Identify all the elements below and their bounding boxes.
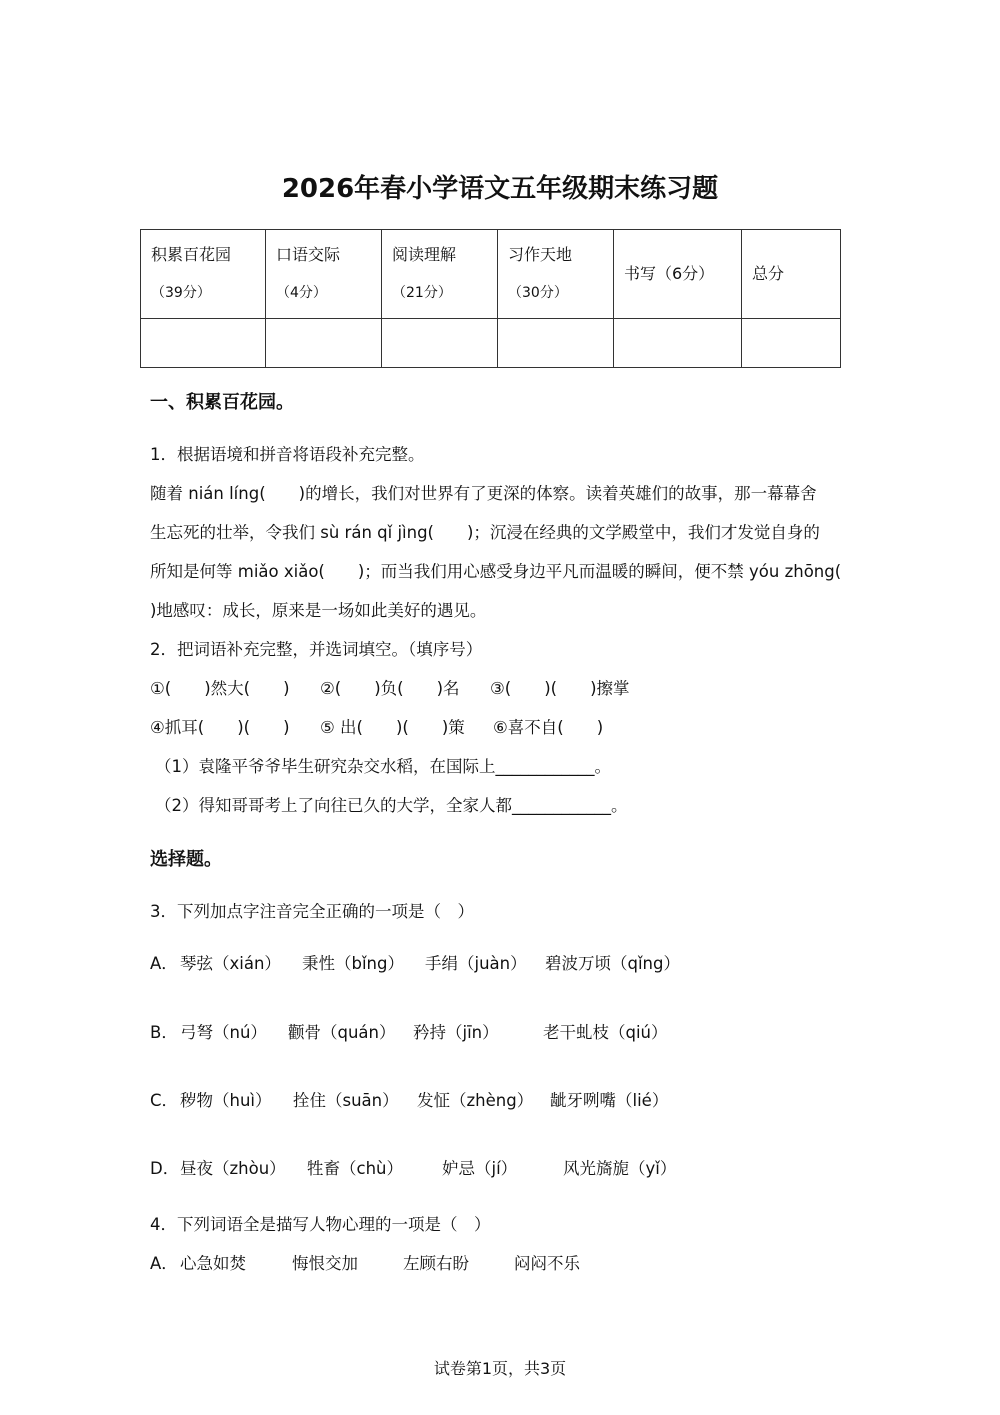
q1-line: 所知是何等 miǎo xiǎo( )；而当我们用心感受身边平凡而温暖的瞬间，便不禁 yóu zhōng(	[150, 562, 842, 581]
score-header-name: 口语交际	[276, 245, 341, 264]
q4-option-item: 左顾右盼	[403, 1254, 469, 1273]
score-header-cell	[266, 230, 382, 319]
q3-option-item: 秉性（bǐng）	[302, 954, 404, 973]
page-footer: 试卷第1页，共3页	[433, 1359, 567, 1378]
q3-prompt: 3．下列加点字注音完全正确的一项是（ ）	[150, 902, 474, 921]
score-header-points: （21分）	[392, 285, 452, 301]
q1-line: )地感叹：成长，原来是一场如此美好的遇见。	[150, 601, 487, 620]
q3-option-item: 碧波万顷（qǐng）	[545, 954, 680, 973]
q1-line: 生忘死的壮举，令我们 sù rán qǐ jìng( )；沉浸在经典的文学殿堂中，我们才发觉自身的	[150, 523, 820, 542]
score-input-cell[interactable]	[742, 319, 841, 368]
q3-option-item: 弓弩（nú）	[180, 1023, 267, 1042]
score-input-cell[interactable]	[498, 319, 614, 368]
q3-option-label[interactable]: D．	[150, 1159, 180, 1178]
q3-option-item: 琴弦（xián）	[180, 954, 281, 973]
q4-option-label[interactable]: A．	[150, 1254, 178, 1273]
q4-option-item: 闷闷不乐	[514, 1254, 580, 1273]
score-header-cell	[742, 230, 841, 319]
q1-prompt: 1．根据语境和拼音将语段补充完整。	[150, 445, 425, 464]
q3-option-item: 牲畜（chù）	[307, 1159, 403, 1178]
q3-option-label[interactable]: B．	[150, 1023, 178, 1042]
q3-option-item: 手绢（juàn）	[425, 954, 527, 973]
score-input-cell[interactable]	[382, 319, 498, 368]
score-table	[140, 229, 841, 368]
q3-option-item: 风光旖旎（yǐ）	[563, 1159, 677, 1178]
page-title: 2026年春小学语文五年级期末练习题	[281, 174, 719, 204]
score-header-name: 习作天地	[508, 245, 573, 264]
score-header-cell	[498, 230, 614, 319]
section1-heading: 一、积累百花园。	[150, 392, 294, 413]
q3-option-item: 昼夜（zhòu）	[180, 1159, 286, 1178]
score-header-cell	[382, 230, 498, 319]
q3-option-item: 妒忌（jí）	[442, 1159, 518, 1178]
score-header-points: （4分）	[276, 285, 327, 301]
score-input-cell[interactable]	[614, 319, 742, 368]
q3-option-item: 矜持（jīn）	[413, 1023, 499, 1042]
q3-option-item: 老干虬枝（qiú）	[543, 1023, 668, 1042]
score-header-name: 阅读理解	[392, 245, 457, 264]
score-header-points: （39分）	[151, 285, 211, 301]
score-header-points: （30分）	[508, 285, 568, 301]
score-header-name: 总分	[752, 264, 785, 283]
q3-option-label[interactable]: A．	[150, 954, 178, 973]
q2-word: ⑤ 出( )( )策	[320, 718, 465, 737]
q3-option-item: 颧骨（quán）	[288, 1023, 396, 1042]
q2-word: ①( )然大( )	[150, 679, 290, 698]
q2-sub-question: （1）袁隆平爷爷毕生研究杂交水稻，在国际上____________。	[155, 757, 611, 776]
q4-option-item: 悔恨交加	[292, 1254, 358, 1273]
q2-word: ④抓耳( )( )	[150, 718, 290, 737]
score-header-cell	[614, 230, 742, 319]
q2-sub-question: （2）得知哥哥考上了向往已久的大学，全家人都____________。	[155, 796, 628, 815]
q4-prompt: 4．下列词语全是描写人物心理的一项是（ ）	[150, 1215, 491, 1234]
score-input-cell[interactable]	[141, 319, 266, 368]
q2-word: ③( )( )擦掌	[490, 679, 630, 698]
q3-option-item: 发怔（zhèng）	[417, 1091, 534, 1110]
q3-option-item: 龇牙咧嘴（lié）	[550, 1091, 669, 1110]
q2-word: ⑥喜不自( )	[493, 718, 604, 737]
score-header-name: 书写（6分）	[624, 264, 715, 283]
q3-option-label[interactable]: C．	[150, 1091, 179, 1110]
q3-option-item: 秽物（huì）	[180, 1091, 272, 1110]
q2-prompt: 2．把词语补充完整，并选词填空。（填序号）	[150, 640, 483, 659]
q4-option-item: 心急如焚	[180, 1254, 246, 1273]
q3-option-item: 拴住（suān）	[293, 1091, 399, 1110]
score-header-name: 积累百花园	[151, 245, 232, 264]
q1-line: 随着 nián líng( )的增长，我们对世界有了更深的体察。读着英雄们的故事，那一幕幕舍	[150, 484, 817, 503]
score-input-cell[interactable]	[266, 319, 382, 368]
section2-heading: 选择题。	[150, 849, 222, 870]
score-header-cell	[141, 230, 266, 319]
q2-word: ②( )负( )名	[320, 679, 460, 698]
